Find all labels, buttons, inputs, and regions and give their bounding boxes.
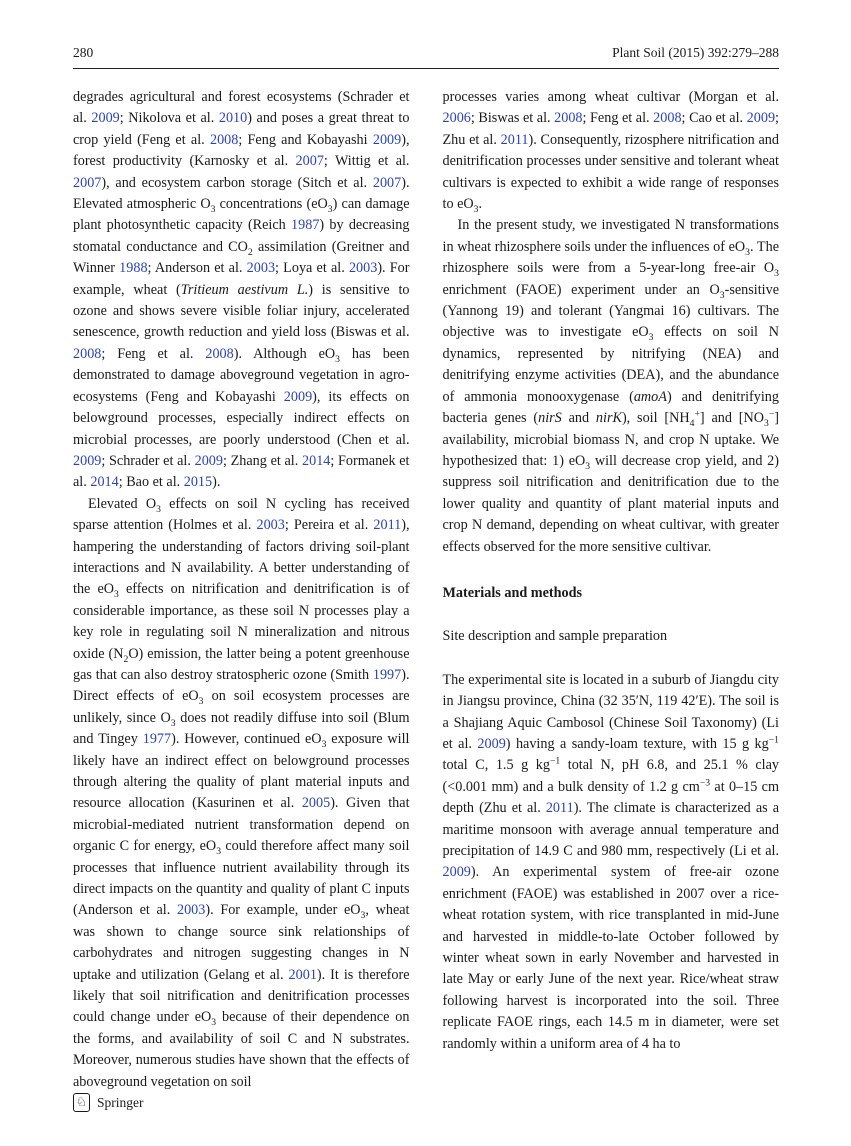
citation-link[interactable]: 2010 — [218, 110, 248, 127]
paragraph — [443, 215, 780, 558]
text-run: ) is sensitive to ozone and shows severe visible foliar injury, accelerated senescence, growth reduction and yield loss (Biswas et al. — [73, 281, 410, 341]
text-run: 3 — [585, 460, 591, 472]
text-run: ). Although eO — [233, 345, 336, 362]
text-run: 3 — [764, 417, 769, 429]
text-run: ) can damage plant photosynthetic capacity (Reich — [73, 196, 410, 234]
paragraph — [73, 494, 410, 1093]
citation-link[interactable]: 2011 — [373, 517, 402, 534]
citation-link[interactable]: 2009 — [283, 388, 313, 405]
citation-link[interactable]: 2014 — [90, 474, 119, 491]
text-run: ) and poses a great threat to crop yield (Feng et al. — [73, 110, 410, 148]
citation-link[interactable]: 2009 — [73, 452, 102, 469]
text-run: −3 — [699, 777, 711, 789]
text-run: 3 — [327, 203, 333, 215]
text-run: + — [694, 408, 700, 420]
text-run: ; Cao et al. — [681, 110, 747, 127]
text-run: ), soil [NH — [621, 410, 690, 427]
citation-link[interactable]: 2008 — [554, 110, 583, 127]
text-run: enrichment (FAOE) experiment under an O — [442, 281, 720, 298]
text-run: 3 — [745, 246, 750, 258]
citation-link[interactable]: 1987 — [291, 217, 320, 234]
text-run: In the present study, we investigated N transformations in wheat rhizosphere soils under the influences of eO — [442, 217, 779, 255]
text-run: ; Loya et al. — [275, 260, 349, 277]
text-run: processes varies among wheat cultivar (Morgan et al. — [442, 89, 779, 105]
citation-link[interactable]: 2011 — [545, 800, 574, 817]
italic-term: Tritieum aestivum L. — [180, 281, 309, 298]
text-run: −1 — [549, 755, 561, 767]
text-run: degrades agricultural and forest ecosystems (Schrader et al. — [73, 89, 410, 127]
paragraph — [443, 87, 780, 215]
section-heading — [443, 583, 780, 604]
citation-link[interactable]: 1997 — [372, 666, 402, 683]
paragraph — [443, 670, 780, 1055]
text-run: ) by decreasing stomatal conductance and CO — [73, 217, 410, 255]
text-run: concentrations (eO — [215, 196, 328, 213]
citation-link[interactable]: 2008 — [653, 110, 682, 127]
citation-link[interactable]: 2014 — [302, 452, 331, 469]
citation-link[interactable]: 1977 — [142, 731, 172, 748]
citation-link[interactable]: 2007 — [372, 174, 402, 191]
page-number: 280 — [73, 45, 94, 60]
text-run: ). However, continued eO — [171, 731, 322, 748]
text-run: at 0–15 cm depth (Zhu et al. — [442, 778, 779, 817]
citation-link[interactable]: 2003 — [176, 902, 206, 919]
citation-link[interactable]: 2009 — [194, 452, 223, 469]
citation-link[interactable]: 2005 — [301, 795, 331, 812]
text-run: will decrease crop yield, and 2) suppress soil nitrification and denitrification due to the lower quality and quantity of plant material inputs and crop N demand, depending on wheat cultivar, with greater effects observed for the more sensitive cultivar. — [442, 452, 780, 555]
text-run: ; Schrader et al. — [101, 452, 195, 469]
journal-citation: Plant Soil (2015) 392:279–288 — [612, 45, 779, 60]
text-run: ). Direct effects of eO — [73, 666, 410, 705]
text-run: ). Elevated atmospheric O — [73, 174, 410, 213]
text-run: because of their dependence on the forms, and availability of soil C and N substrates. Moreover, numerous studies have shown that the effects of aboveground vegetation on soil — [73, 1009, 410, 1090]
text-run: ; Biswas et al. — [470, 110, 555, 127]
text-run: has been demonstrated to damage aboveground vegetation in agro-ecosystems (Feng and Kobayashi — [73, 345, 410, 405]
text-run: ). For example, under eO — [205, 902, 361, 919]
text-run: ). For example, wheat ( — [73, 260, 410, 298]
text-run: 3 — [321, 739, 327, 751]
text-run: 3 — [335, 353, 340, 365]
text-run: ), hampering the understanding of factors driving soil-plant interactions and N availability. A better understanding of the eO — [73, 517, 410, 598]
springer-logo-icon: ♘ — [73, 1093, 90, 1112]
citation-link[interactable]: 2008 — [209, 131, 239, 148]
citation-link[interactable]: 2009 — [91, 110, 120, 127]
citation-link[interactable]: 2003 — [246, 260, 276, 277]
text-run: and — [561, 410, 596, 427]
text-run: does not readily diffuse into soil (Blum and Tingey — [73, 709, 410, 748]
text-run: O) emission, the latter being a potent greenhouse gas that can also destroy stratospheric ozone (Smith — [73, 645, 410, 683]
text-run: 3 — [473, 203, 479, 215]
text-run: ; Formanek et al. — [73, 452, 410, 491]
text-run: ; Anderson et al. — [147, 260, 247, 277]
page-footer — [73, 1093, 144, 1112]
italic-term: amoA — [633, 388, 667, 405]
text-run: Materials and methods — [442, 584, 583, 601]
citation-link[interactable]: 2011 — [500, 131, 529, 148]
text-run: ] and [NO — [699, 410, 764, 427]
text-run: 3 — [211, 1017, 217, 1029]
text-run: 3 — [170, 717, 176, 729]
text-run: ), its effects on belowground processes, especially indirect effects on microbial processes, are poorly understood (Chen et al. — [73, 388, 410, 448]
citation-link[interactable]: 2007 — [73, 174, 102, 191]
right-column — [443, 87, 780, 1093]
text-run: effects on soil N dynamics, represented by nitrifying (NEA) and denitrifying enzyme activities (DEA), and the abundance of ammonia monooxygenase ( — [442, 324, 779, 405]
citation-link[interactable]: 2009 — [372, 131, 402, 148]
text-run: 2 — [123, 653, 129, 665]
publisher-name: Springer — [97, 1094, 144, 1110]
text-run: total C, 1.5 g kg — [442, 757, 550, 774]
italic-term: nirS — [538, 410, 562, 427]
text-run: ), and ecosystem carbon storage (Sitch et al. — [101, 174, 373, 191]
text-run: effects on soil N cycling has received sparse attention (Holmes et al. — [73, 495, 410, 534]
text-run: 3 — [198, 696, 204, 708]
text-run: ), forest productivity (Karnosky et al. — [73, 131, 410, 170]
text-run: ; Pereira et al. — [284, 517, 374, 534]
text-run: 3 — [156, 503, 161, 515]
text-run: 4 — [689, 417, 695, 429]
text-run: ; Feng et al. — [582, 110, 654, 127]
text-run: ). Consequently, rizosphere nitrification and denitrification processes under sensitive and tolerant wheat cultivars is expected to exhibit a wide range of responses to eO — [442, 131, 779, 213]
text-run: ; Bao et al. — [118, 474, 184, 491]
text-run: ). It is therefore likely that soil nitrification and denitrification processes could change under eO — [73, 966, 410, 1026]
text-run: −1 — [768, 734, 779, 746]
text-run: -sensitive (Yannong 19) and tolerant (Yangmai 16) cultivars. The objective was to investigate eO — [442, 281, 779, 341]
text-run: ; Feng et al. — [101, 345, 206, 362]
italic-term: nirK — [595, 410, 622, 427]
text-run: 3 — [114, 589, 119, 601]
text-run: total N, pH 6.8, and 25.1 % clay (<0.001 mm) and a bulk density of 1.2 g cm — [442, 757, 780, 795]
left-column — [73, 87, 410, 1093]
text-run: ) having a sandy-loam texture, with 15 g kg — [505, 735, 769, 752]
citation-link[interactable]: 2003 — [256, 517, 285, 534]
text-run: could therefore affect many soil processes that influence nutrient availability through its direct impacts on the quantity and quality of plant C inputs (Anderson et al. — [73, 838, 410, 919]
text-run: , wheat was shown to change source sink relationships of carbohydrates and nitrogen suggesting changes in N uptake and utilization (Gelang et al. — [73, 902, 410, 983]
text-run: 3 — [648, 332, 654, 344]
citation-link[interactable]: 2015 — [183, 474, 213, 491]
text-run: The experimental site is located in a suburb of Jiangdu city in Jiangsu province, China (32 35′N, 119 42′E). The soil is a Shajiang Aquic Cambosol (Chinese Soil Taxonomy) (Li et al. — [442, 671, 779, 752]
text-run: ). — [212, 474, 221, 491]
text-run: effects on nitrification and denitrification is of considerable importance, as these soil N processes play a key role in regulating soil N mineralization and nitrous oxide (N — [73, 581, 410, 662]
text-run: ). An experimental system of free-air ozone enrichment (FAOE) was established in 2007 over a rice-wheat rotation system, with rice transplanted in mid-June and harvested in middle-to-late October followed by winter wheat sown in early November and harvested in late May or early June of the next year. Rice/wheat straw following harvest is incorporated into the soil. Three replicate FAOE rings, each 14.5 m in diameter, were set randomly within a uniform area of 4 ha to — [442, 864, 779, 1052]
citation-link[interactable]: 2003 — [348, 260, 378, 277]
text-run: ; Wittig et al. — [323, 153, 410, 170]
text-run: ). Given that microbial-mediated nutrient transformation depend on organic C for energy, eO — [73, 795, 410, 855]
text-run: ). The climate is characterized as a maritime monsoon with average annual temperature and precipitation of 14.9 C and 980 mm, respectively (Li et al. — [442, 800, 779, 859]
text-run: . — [478, 196, 483, 213]
citation-link[interactable]: 2001 — [288, 966, 317, 983]
text-run: 3 — [719, 289, 725, 301]
text-run: assimilation (Greitner and Winner — [73, 238, 410, 277]
text-run: 2 — [247, 246, 253, 258]
citation-link[interactable]: 2008 — [73, 345, 102, 362]
text-run: 3 — [360, 910, 366, 922]
text-run: Elevated O — [88, 495, 157, 512]
text-run: on soil ecosystem processes are unlikely, since O — [73, 688, 410, 726]
text-run: 3 — [210, 203, 216, 215]
text-run: ; Feng and Kobayashi — [238, 131, 373, 148]
text-run: . The rhizosphere soils were from a 5-year-long free-air O — [442, 238, 779, 277]
page-header — [73, 45, 779, 69]
text-run: 3 — [774, 268, 779, 280]
citation-link[interactable]: 1988 — [119, 260, 148, 277]
text-run: exposure will likely have an indirect effect on belowground processes through altering the quality of plant material inputs and resource allocation (Kasurinen et al. — [73, 731, 410, 812]
citation-link[interactable]: 2009 — [477, 735, 506, 752]
text-run: ] availability, microbial biomass N, and crop N uptake. We hypothesized that: 1) eO — [442, 410, 779, 469]
citation-link[interactable]: 2009 — [442, 864, 471, 881]
citation-link[interactable]: 2007 — [295, 153, 324, 170]
citation-link[interactable]: 2009 — [746, 110, 776, 127]
text-run: ; Zhang et al. — [222, 452, 302, 469]
text-run: ; Nikolova et al. — [119, 110, 219, 127]
text-run: 3 — [216, 846, 222, 858]
paragraph — [73, 87, 410, 494]
text-run: ; Zhu et al. — [442, 110, 779, 148]
citation-link[interactable]: 2006 — [442, 110, 471, 127]
citation-link[interactable]: 2008 — [205, 345, 234, 362]
article-body — [73, 87, 779, 1093]
text-run: − — [768, 408, 775, 420]
text-run: Site description and sample preparation — [442, 628, 668, 645]
text-run: ) and denitrifying bacteria genes ( — [442, 388, 779, 427]
subsection-heading — [443, 626, 780, 647]
